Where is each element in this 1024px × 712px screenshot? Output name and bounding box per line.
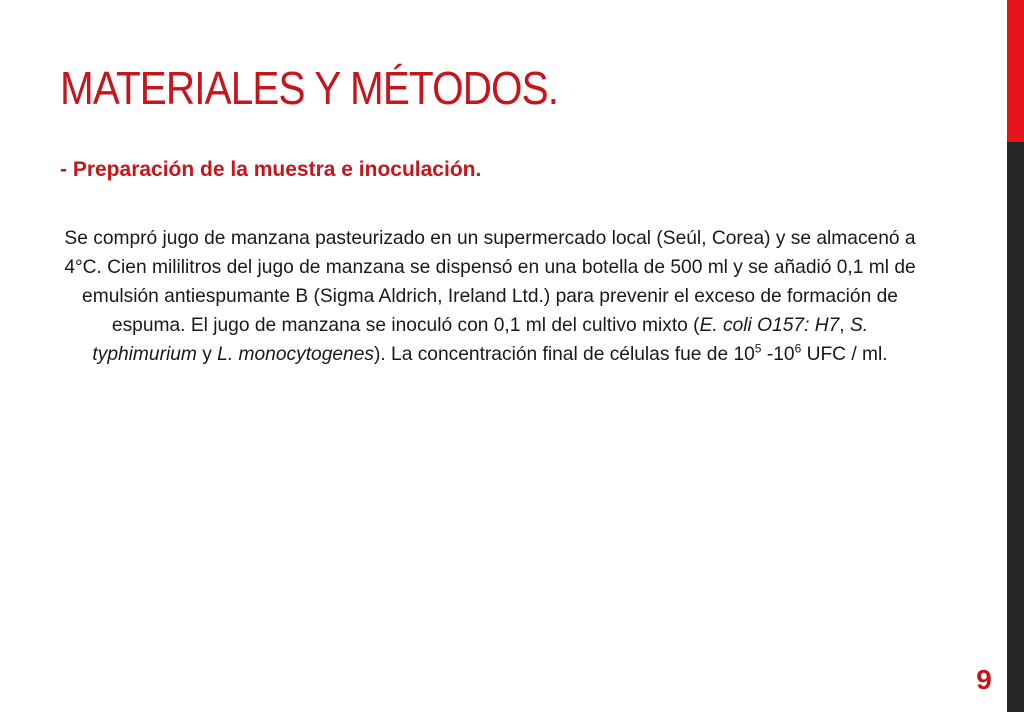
organism-listeria: L. monocytogenes	[217, 344, 374, 365]
organism-salmonella: S. typhimurium	[92, 315, 869, 365]
body-text-part-3: -10	[761, 344, 795, 365]
exponent-2: 6	[794, 341, 802, 356]
body-paragraph	[62, 224, 918, 369]
page-number: 9	[976, 664, 992, 695]
body-text-part-4: UFC / ml.	[801, 344, 888, 365]
body-text-part-1: Se compró jugo de manzana pasteurizado en un supermercado local (Seúl, Corea) y se almacenó a 4°C. Cien mililitros del jugo de manzana se dispensó en una botella de 500 ml y se añadió 0,1 ml de emulsión antiespumante B (Sigma Aldrich, Ireland Ltd.) para prevenir el exceso de formación de espuma. El jugo de manzana se inoculó con 0,1 ml del cultivo mixto (	[64, 228, 916, 336]
body-text-part-2: ). La concentración final de células fue de 10	[373, 344, 755, 365]
slide-title: MATERIALES Y MÉTODOS.	[60, 62, 559, 114]
accent-bar-dark	[1007, 142, 1024, 712]
organism-ecoli: E. coli O157: H7	[699, 315, 840, 336]
exponent-1: 5	[754, 341, 762, 356]
slide-subtitle: - Preparación de la muestra e inoculación.	[60, 158, 482, 181]
body-separator-1: ,	[839, 315, 850, 336]
accent-bar-red	[1007, 0, 1024, 142]
body-separator-2: y	[196, 344, 218, 365]
